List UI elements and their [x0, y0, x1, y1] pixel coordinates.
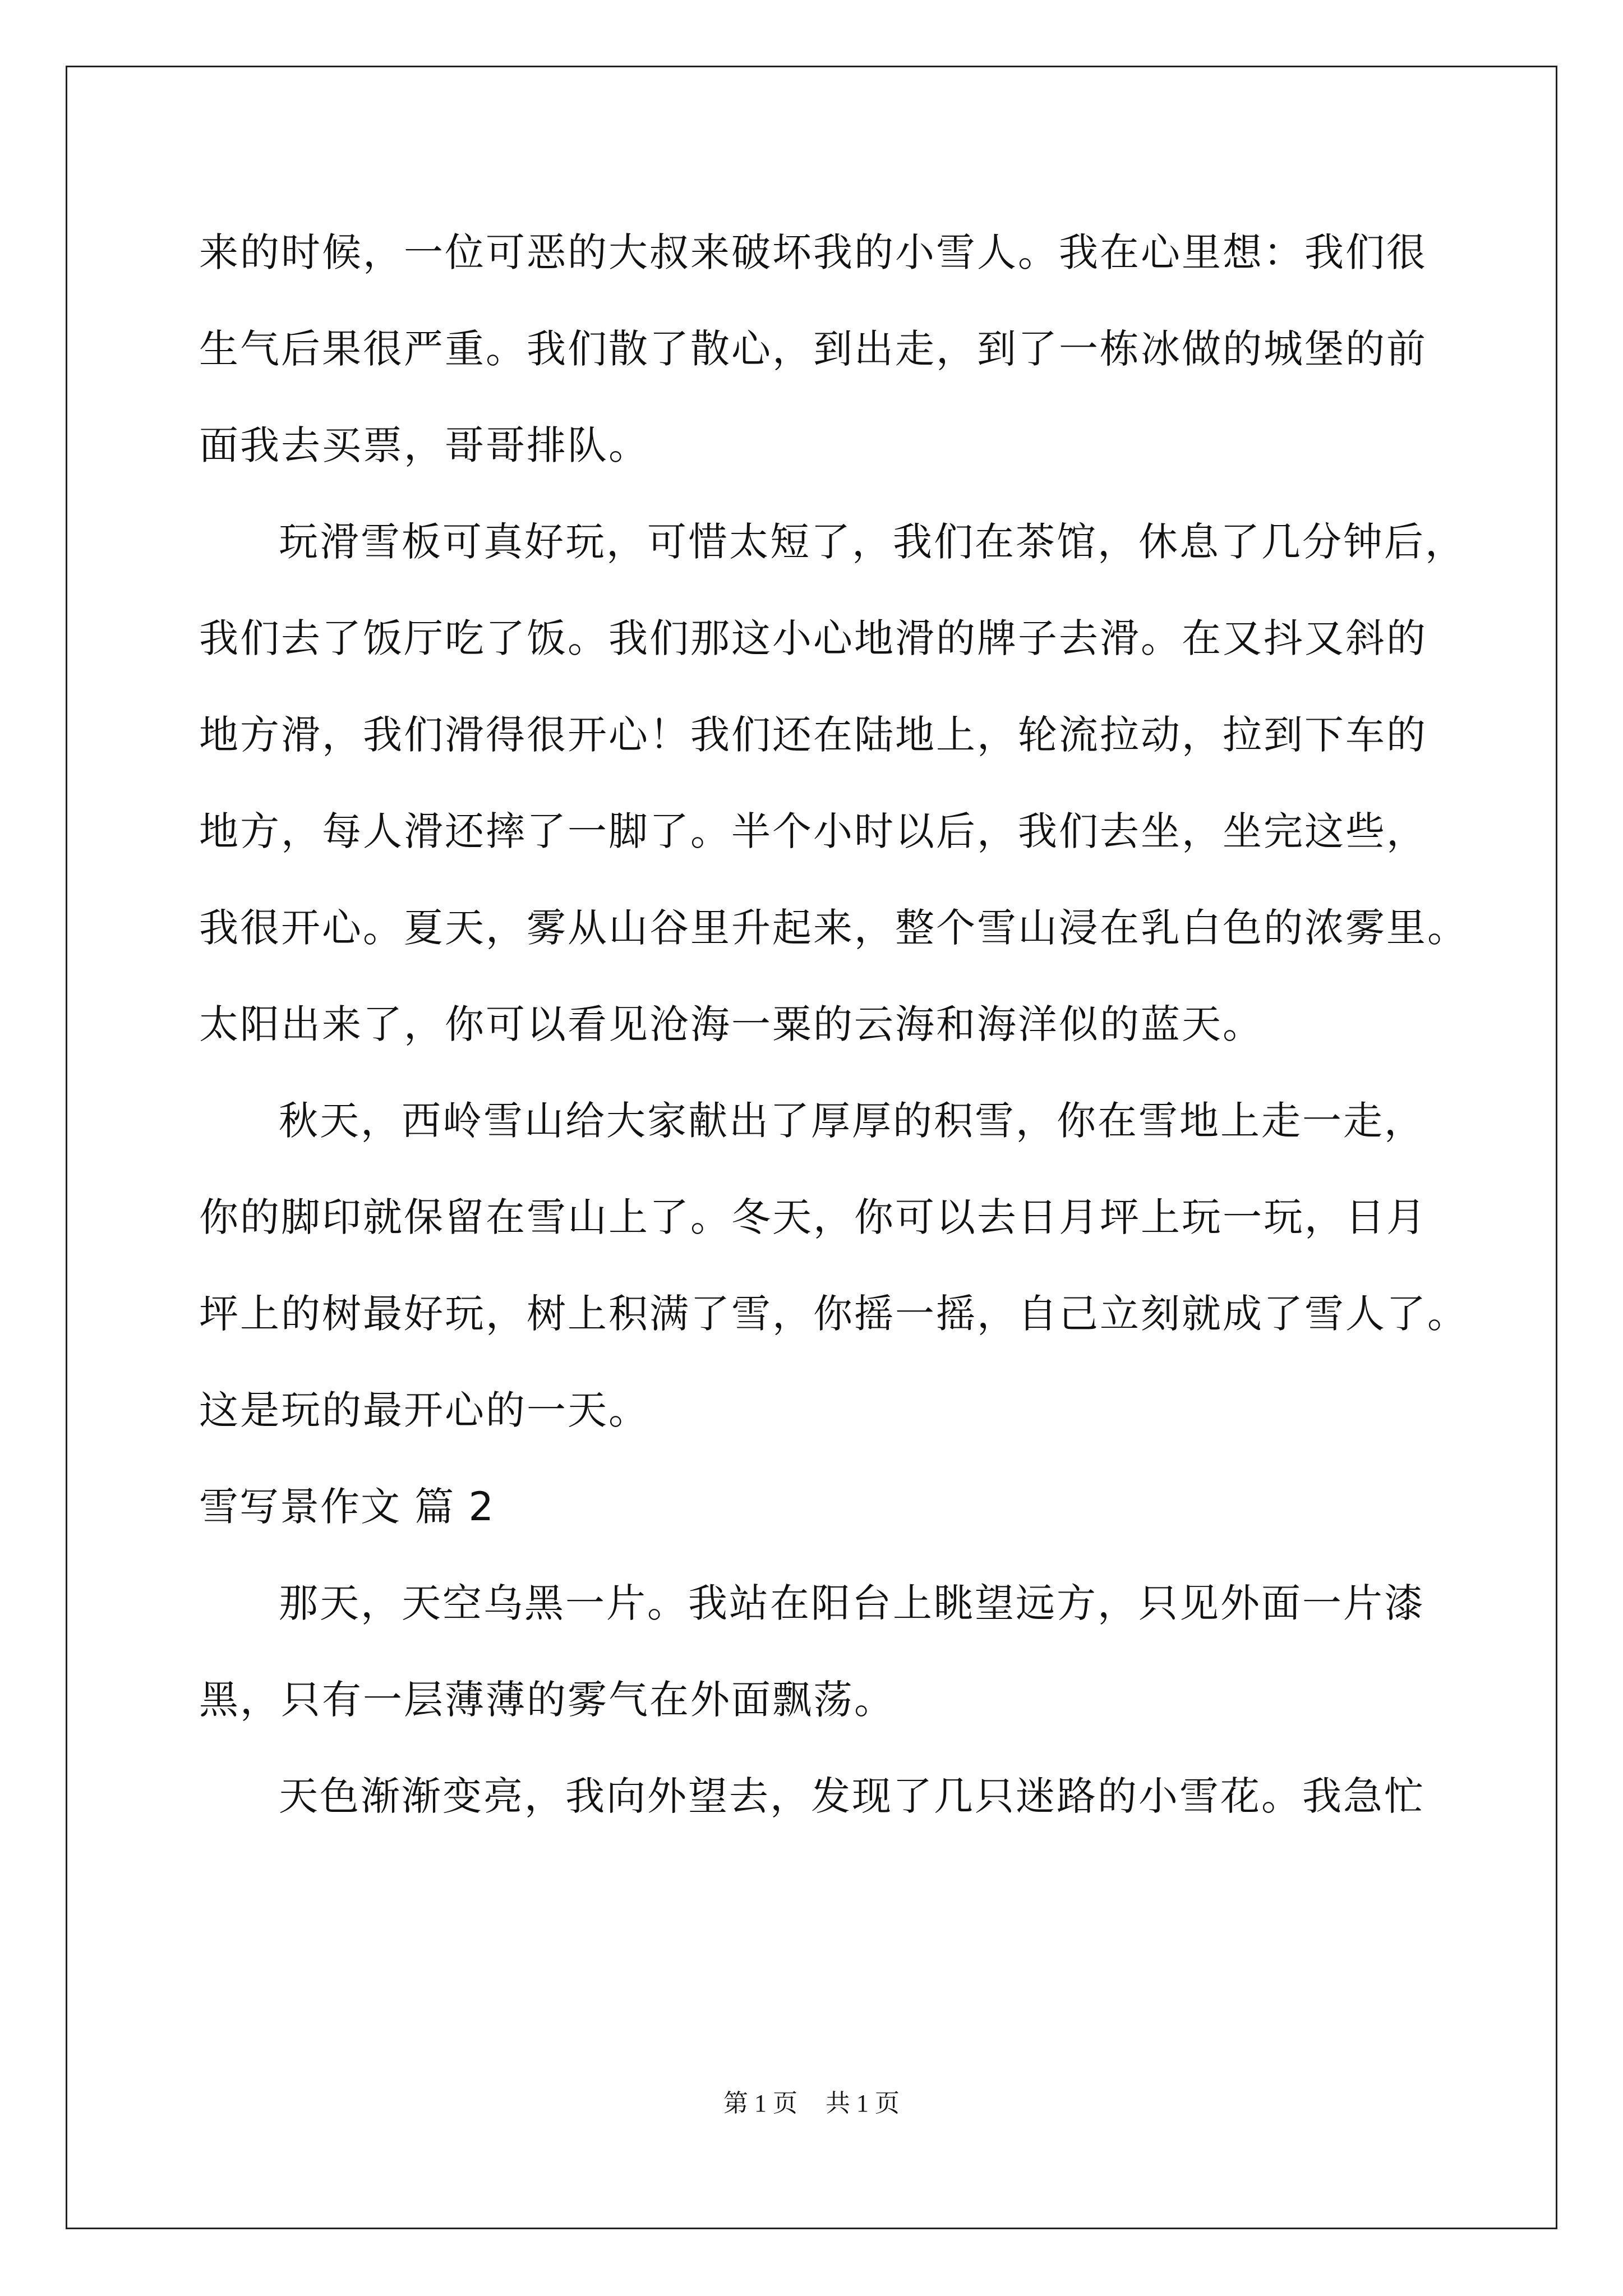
text-line: 秋天，西岭雪山给大家献出了厚厚的积雪，你在雪地上走一走， [279, 1098, 1425, 1144]
page-number: 第 1 页 [723, 2090, 797, 2117]
text-line: 来的时候，一位可恶的大叔来破坏我的小雪人。我在心里想：我们很 [199, 229, 1427, 275]
text-line: 这是玩的最开心的一天。 [199, 1387, 649, 1433]
page-footer [0, 2087, 1623, 2120]
text-line: 太阳出来了，你可以看见沧海一粟的云海和海洋似的蓝天。 [199, 1001, 1264, 1047]
text-line: 我很开心。夏天，雾从山谷里升起来，整个雪山浸在乳白色的浓雾里。 [199, 905, 1468, 951]
text-line: 黑，只有一层薄薄的雾气在外面飘荡。 [199, 1677, 895, 1723]
section-heading: 雪写景作文 篇 2 [199, 1484, 495, 1530]
text-line: 地方，每人滑还摔了一脚了。半个小时以后，我们去坐，坐完这些， [199, 808, 1427, 854]
text-line: 生气后果很严重。我们散了散心，到出走，到了一栋冰做的城堡的前 [199, 326, 1427, 372]
text-line: 你的脚印就保留在雪山上了。冬天，你可以去日月坪上玩一玩，日月 [199, 1194, 1427, 1240]
text-line: 面我去买票，哥哥排队。 [199, 422, 649, 468]
text-line: 我们去了饭厅吃了饭。我们那这小心地滑的牌子去滑。在又抖又斜的 [199, 615, 1427, 661]
text-line: 坪上的树最好玩，树上积满了雪，你摇一摇，自己立刻就成了雪人了。 [199, 1291, 1468, 1337]
text-line: 天色渐渐变亮，我向外望去，发现了几只迷路的小雪花。我急忙 [279, 1773, 1425, 1819]
page-total: 共 1 页 [826, 2090, 900, 2117]
page-frame [66, 66, 1557, 2229]
text-line: 地方滑，我们滑得很开心！我们还在陆地上，轮流拉动，拉到下车的 [199, 712, 1427, 758]
text-line: 那天，天空乌黑一片。我站在阳台上眺望远方，只见外面一片漆 [279, 1580, 1425, 1626]
text-line: 玩滑雪板可真好玩，可惜太短了，我们在茶馆，休息了几分钟后， [279, 519, 1466, 565]
